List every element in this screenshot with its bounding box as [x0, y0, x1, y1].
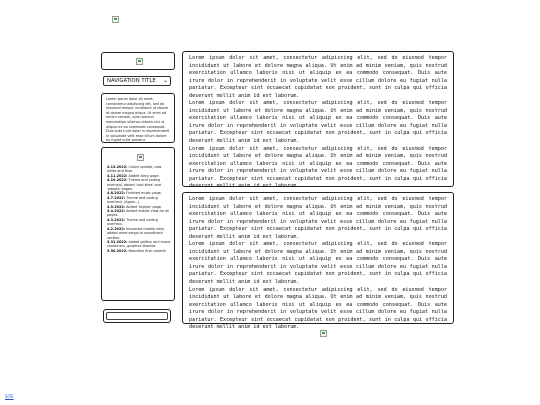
update-item: 4.4.2022: Added mobile view for all pages.	[107, 209, 170, 218]
sidebar-about-text: Lorem ipsum dolor sit amet, consectetur adipiscing elit, sed do eiusmod tempor incididunt ut labore et dolore magna aliqua. Ut enim ad minim veniam, quis nostrud exercitation ullamco laboris nisi ut aliquip ex ea commodo consequat. Duis aute irure dolor in reprehenderit in voluptate velit esse cillum dolore eu fugiat nulla pariatur.	[106, 97, 170, 143]
banner-image-icon	[112, 16, 119, 23]
navigation-select-value: NAVIGATION TITLE	[107, 78, 156, 84]
updates-image-icon	[137, 154, 144, 161]
update-item: 3.31.2022: Added gallery and music containers, graphics themes.	[107, 239, 171, 249]
post-paragraph: Lorem ipsum dolor sit amet, consectetur adipiscing elit, sed do eiusmod tempor incididunt ut labore et dolore magna aliqua. Ut enim ad minim veniam, quis nostrud exercitation ullamco laboris nisi ut aliquip ex ea commodo consequat. Duis aute irure dolor in reprehenderit in voluptate velit esse cillum dolore eu fugiat nulla pariatur. Excepteur sint occaecat cupidatat non proident, sunt in culpa qui officia deserunt mollit anim id est laborum.	[189, 55, 447, 99]
navigation-select[interactable]	[103, 76, 171, 86]
footer-site-link[interactable]: SITE	[5, 394, 14, 399]
main-post	[182, 51, 454, 190]
post-paragraph: Lorem ipsum dolor sit amet, consectetur adipiscing elit, sed do eiusmod tempor incididunt ut labore et dolore magna aliqua. Ut enim ad minim veniam, quis nostrud exercitation ullamco laboris nisi ut aliquip ex ea commodo consequat. Duis aute irure dolor in reprehenderit in voluptate velit esse cillum dolore eu fugiat nulla pariatur. Excepteur sint occaecat cupidatat non proident, sunt in culpa qui officia deserunt mollit anim id est laborum.	[189, 145, 447, 190]
update-item: 4.8.2022: Finished music page.	[107, 191, 162, 196]
sidebar-header-box	[101, 52, 175, 70]
sidebar-header-image-icon	[136, 58, 143, 65]
main-post	[182, 192, 454, 331]
post-paragraph: Lorem ipsum dolor sit amet, consectetur adipiscing elit, sed do eiusmod tempor incididunt ut labore et dolore magna aliqua. Ut enim ad minim veniam, quis nostrud exercitation ullamco laboris nisi ut aliquip ex ea commodo consequat. Duis aute irure dolor in reprehenderit in voluptate velit esse cillum dolore eu fugiat nulla pariatur. Excepteur sint occaecat cupidatat non proident, sunt in culpa qui officia deserunt mollit anim id est laborum.	[189, 241, 447, 286]
update-item: 4.3.2022: Theme and coding overhaul.	[107, 217, 158, 227]
sidebar-footer-box	[103, 309, 171, 323]
update-item: 4.2.2022: Improved mobile view, added more songs to soundtrack section.	[107, 226, 165, 240]
sidebar-about-box	[101, 93, 175, 143]
post-paragraph: Lorem ipsum dolor sit amet, consectetur adipiscing elit, sed do eiusmod tempor incididunt ut labore et dolore magna aliqua. Ut enim ad minim veniam, quis nostrud exercitation ullamco laboris nisi ut aliquip ex ea commodo consequat. Duis aute irure dolor in reprehenderit in voluptate velit esse cillum dolore eu fugiat nulla pariatur. Excepteur sint occaecat cupidatat non proident, sunt in culpa qui officia deserunt mollit anim id est laborum.	[189, 286, 447, 331]
update-item: 3.30.2022: Neocities first commit.	[107, 248, 167, 253]
sidebar-footer-inner	[106, 312, 168, 320]
update-item: 4.5.2022: Added 'toybox' page.	[107, 204, 163, 209]
post-paragraph: Lorem ipsum dolor sit amet, consectetur adipiscing elit, sed do eiusmod tempor incididunt ut labore et dolore magna aliqua. Ut enim ad minim veniam, quis nostrud exercitation ullamco laboris nisi ut aliquip ex ea commodo consequat. Duis aute irure dolor in reprehenderit in voluptate velit esse cillum dolore eu fugiat nulla pariatur. Excepteur sint occaecat cupidatat non proident, sunt in culpa qui officia deserunt mollit anim id est laborum.	[189, 100, 447, 145]
update-item: 4.10.2022: Theme and coding overhaul, added 'cool sites' and 'adopts' pages.	[107, 178, 161, 192]
sidebar-updates-box	[101, 147, 175, 301]
post-paragraph: Lorem ipsum dolor sit amet, consectetur adipiscing elit, sed do eiusmod tempor incididunt ut labore et dolore magna aliqua. Ut enim ad minim veniam, quis nostrud exercitation ullamco laboris nisi ut aliquip ex ea commodo consequat. Duis aute irure dolor in reprehenderit in voluptate velit esse cillum dolore eu fugiat nulla pariatur. Excepteur sint occaecat cupidatat non proident, sunt in culpa qui officia deserunt mollit anim id est laborum.	[189, 196, 447, 240]
updates-list	[107, 165, 171, 253]
chevron-down-icon: ⌄	[162, 77, 168, 84]
update-item: 4.11.2022: Added diary page.	[107, 173, 160, 178]
update-item: 4.13.2022: Colors update, now white and blue.	[107, 165, 162, 174]
footer-image-icon	[320, 330, 327, 337]
update-item: 4.7.2022: Theme and coding overhaul. (Again...)	[107, 195, 158, 205]
